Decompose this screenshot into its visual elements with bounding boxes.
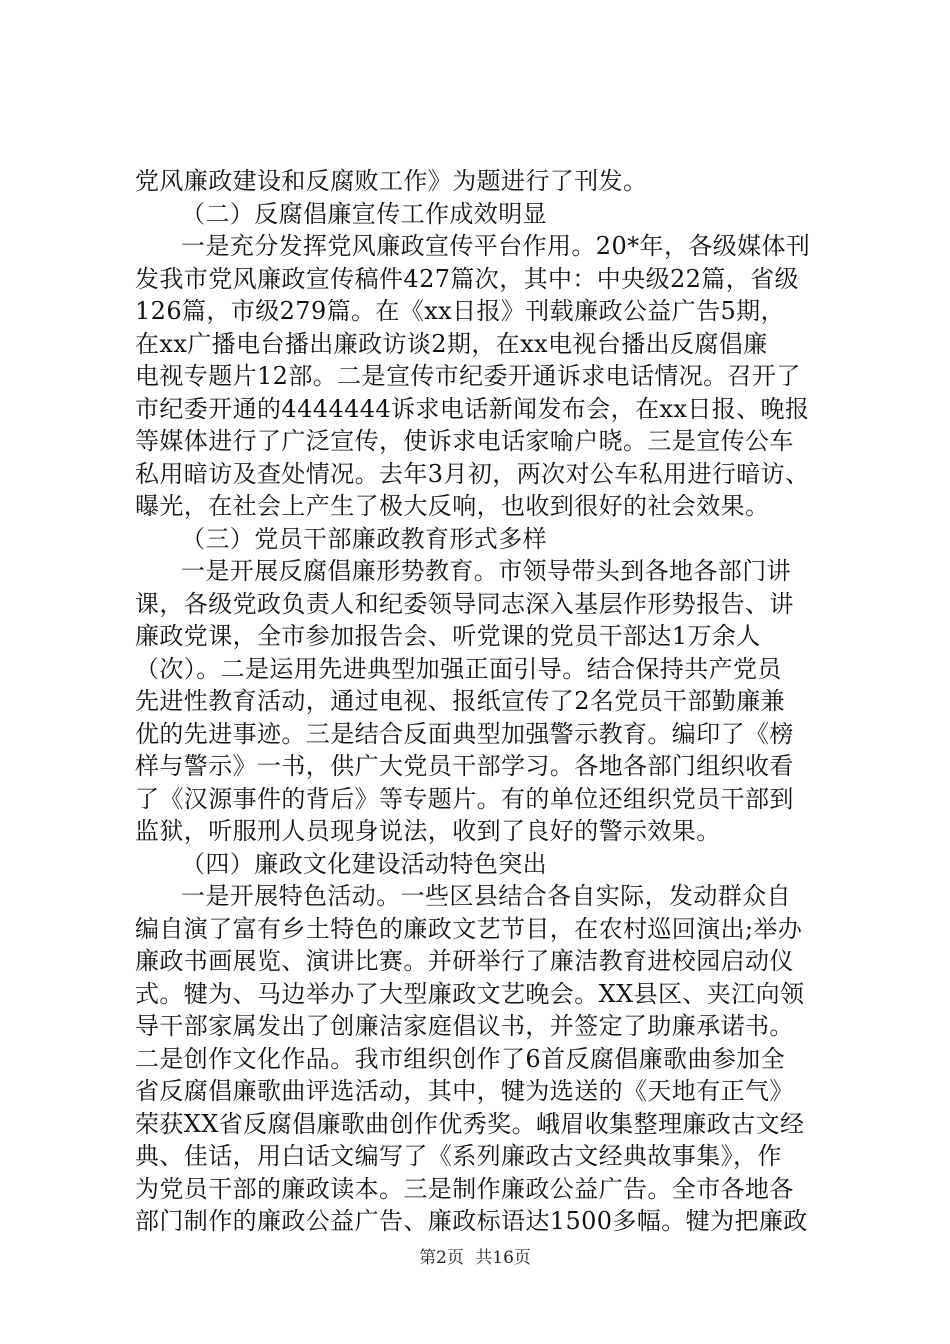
text-line: 省反腐倡廉歌曲评选活动，其中，犍为选送的《天地有正气》 — [135, 1077, 794, 1105]
text-line: 党风廉政建设和反腐败工作》为题进行了刊发。 — [135, 167, 648, 195]
text-line: 等媒体进行了广泛宣传，使诉求电话家喻户晓。三是宣传公车 — [135, 427, 794, 455]
text-line: 典、佳话，用白话文编写了《系列廉政古文经典故事集》，作 — [135, 1142, 782, 1170]
text-line: 了《汉源事件的背后》等专题片。有的单位还组织党员干部到 — [135, 784, 794, 813]
text-line: 为党员干部的廉政读本。三是制作廉政公益广告。全市各地各 — [135, 1174, 794, 1203]
text-line: 导干部家属发出了创廉洁家庭倡议书，并签定了助廉承诺书。 — [135, 1012, 794, 1040]
text-line: 在xx广播电台播出廉政访谈2期，在xx电视台播出反腐倡廉 — [135, 329, 768, 358]
text-line: 监狱，听服刑人员现身说法，收到了良好的警示效果。 — [135, 817, 721, 845]
text-line: 荣获XX省反腐倡廉歌曲创作优秀奖。峨眉收集整理廉政古文经 — [135, 1109, 805, 1138]
text-line: 廉政党课，全市参加报告会、听党课的党员干部达1万余人 — [135, 622, 761, 650]
text-line: 一是开展反腐倡廉形势教育。市领导带头到各地各部门讲 — [181, 557, 791, 585]
text-line: 一是开展特色活动。一些区县结合各自实际，发动群众自 — [181, 882, 791, 910]
text-line: 编自演了富有乡土特色的廉政文艺节目，在农村巡回演出;举办 — [135, 914, 803, 943]
section-heading: （二）反腐倡廉宣传工作成效明显 — [181, 199, 547, 228]
text-line: 126篇，市级279篇。在《xx日报》刊载廉政公益广告5期， — [135, 297, 785, 325]
text-line: 电视专题片12部。二是宣传市纪委开通诉求电话情况。召开了 — [135, 362, 801, 390]
page-footer — [0, 1243, 950, 1268]
section-heading: （三）党员干部廉政教育形式多样 — [181, 524, 547, 553]
text-line: 廉政书画展览、演讲比赛。并研举行了廉洁教育进校园启动仪 — [135, 947, 794, 975]
text-line: 曝光，在社会上产生了极大反响，也收到很好的社会效果。 — [135, 492, 770, 520]
text-line: 市纪委开通的4444444诉求电话新闻发布会，在xx日报、晚报 — [135, 394, 810, 423]
text-line: 样与警示》一书，供广大党员干部学习。各地各部门组织收看 — [135, 752, 794, 780]
text-line: 私用暗访及查处情况。去年3月初，两次对公车私用进行暗访、 — [135, 459, 810, 488]
text-line: 二是创作文化作品。我市组织创作了6首反腐倡廉歌曲参加全 — [135, 1044, 786, 1073]
text-line: 先进性教育活动，通过电视、报纸宣传了2名党员干部勤廉兼 — [135, 687, 786, 715]
text-line: 一是充分发挥党风廉政宣传平台作用。20*年，各级媒体刊 — [181, 232, 811, 260]
document-body — [135, 165, 829, 1238]
text-line: 课，各级党政负责人和纪委领导同志深入基层作形势报告、讲 — [135, 589, 794, 618]
text-line: 发我市党风廉政宣传稿件427篇次，其中：中央级22篇，省级 — [135, 264, 799, 293]
page-total: 共16页 — [475, 1248, 531, 1268]
text-line: 优的先进事迹。三是结合反面典型加强警示教育。编印了《榜 — [135, 719, 794, 748]
section-heading: （四）廉政文化建设活动特色突出 — [181, 849, 547, 878]
text-line: 部门制作的廉政公益广告、廉政标语达1500多幅。犍为把廉政 — [135, 1207, 808, 1235]
text-line: 式。犍为、马边举办了大型廉政文艺晚会。XX县区、夹江向领 — [135, 979, 805, 1008]
page-number: 第2页 — [419, 1248, 464, 1268]
text-line: （次）。二是运用先进典型加强正面引导。结合保持共产党员 — [135, 654, 782, 683]
